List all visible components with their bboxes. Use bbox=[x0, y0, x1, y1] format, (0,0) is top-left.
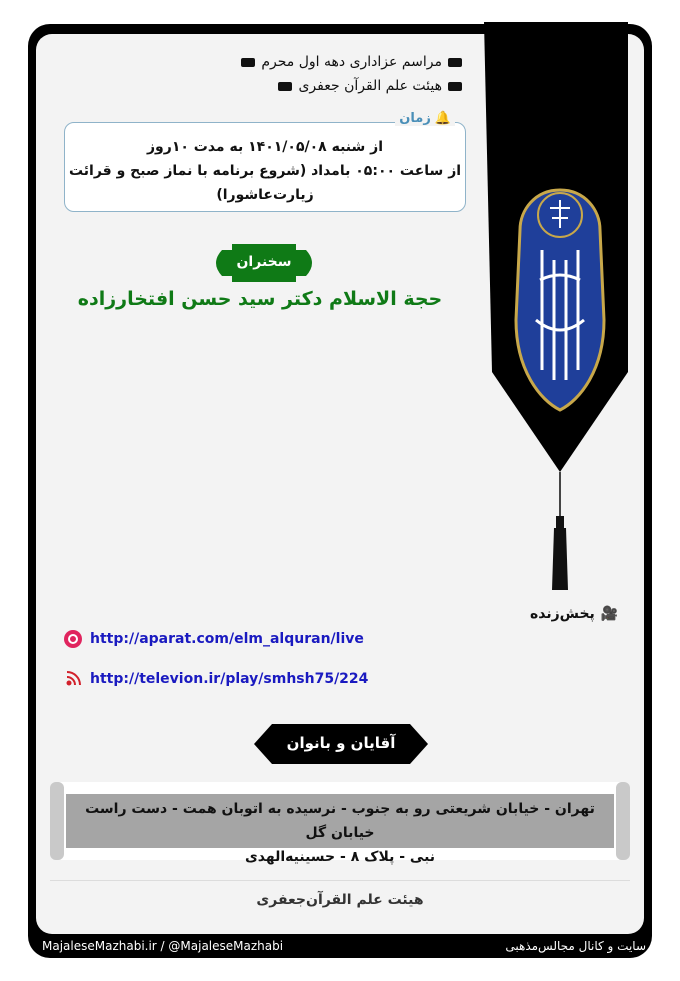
speaker-badge bbox=[210, 244, 318, 282]
address-line-1: تهران - خیابان شریعتی رو به جنوب - نرسیده به اتوبان همت - دست راست خیابان گل bbox=[85, 801, 595, 841]
televion-url[interactable]: http://televion.ir/play/smhsh75/224 bbox=[90, 671, 369, 687]
square-bullet-icon bbox=[241, 58, 255, 67]
time-label: زمان bbox=[399, 111, 431, 126]
square-bullet-icon bbox=[448, 82, 462, 91]
header-line-2 bbox=[278, 78, 462, 94]
address-box bbox=[50, 782, 630, 865]
calligraphy-emblem bbox=[516, 190, 604, 410]
address-text bbox=[66, 794, 614, 865]
live-link-aparat[interactable] bbox=[64, 630, 364, 648]
header-line-1 bbox=[241, 54, 462, 70]
speaker-name: حجة الاسلام دکتر سید حسن افتخارزاده bbox=[77, 288, 443, 310]
live-section-label bbox=[530, 606, 618, 622]
footer-organizer: هیئت علم القرآن‌جعفری bbox=[256, 892, 424, 908]
broadcast-icon bbox=[64, 670, 82, 688]
event-title: مراسم عزاداری دهه اول محرم bbox=[261, 54, 442, 70]
footer-divider bbox=[50, 880, 630, 881]
live-link-televion[interactable] bbox=[64, 670, 368, 688]
square-bullet-icon bbox=[448, 58, 462, 67]
time-legend bbox=[395, 111, 455, 126]
time-details bbox=[65, 135, 465, 207]
address-line-2: نبی - پلاک ۸ - حسینیه‌الهدی bbox=[244, 849, 436, 865]
organizer-title: هیئت علم القرآن جعفری bbox=[298, 78, 442, 94]
speaker-badge-label: سخنران bbox=[236, 254, 292, 270]
bell-icon: 🔔 bbox=[434, 111, 451, 126]
time-line-2: از ساعت ۰۵:۰۰ بامداد (شروع برنامه با نماز صبح و قرائت bbox=[68, 163, 462, 179]
channel-credit: سایت و کانال مجالس‌مذهبی bbox=[505, 939, 646, 953]
audience-badge bbox=[254, 724, 428, 764]
time-box bbox=[64, 111, 466, 212]
aparat-icon bbox=[64, 630, 82, 648]
audience-label: آقایان و بانوان bbox=[286, 734, 396, 752]
site-credit[interactable]: MajaleseMazhabi.ir / @MajaleseMazhabi bbox=[42, 939, 284, 953]
live-label-text: پخش‌زنده bbox=[530, 606, 595, 622]
square-bullet-icon bbox=[278, 82, 292, 91]
video-camera-icon: 🎥 bbox=[600, 606, 619, 622]
aparat-url[interactable]: http://aparat.com/elm_alquran/live bbox=[90, 631, 364, 647]
time-line-1: از شنبه ۱۴۰۱/۰۵/۰۸ به مدت ۱۰روز bbox=[146, 139, 383, 155]
time-line-3: زیارت‌عاشورا) bbox=[216, 187, 314, 203]
mourning-banner bbox=[480, 20, 632, 600]
